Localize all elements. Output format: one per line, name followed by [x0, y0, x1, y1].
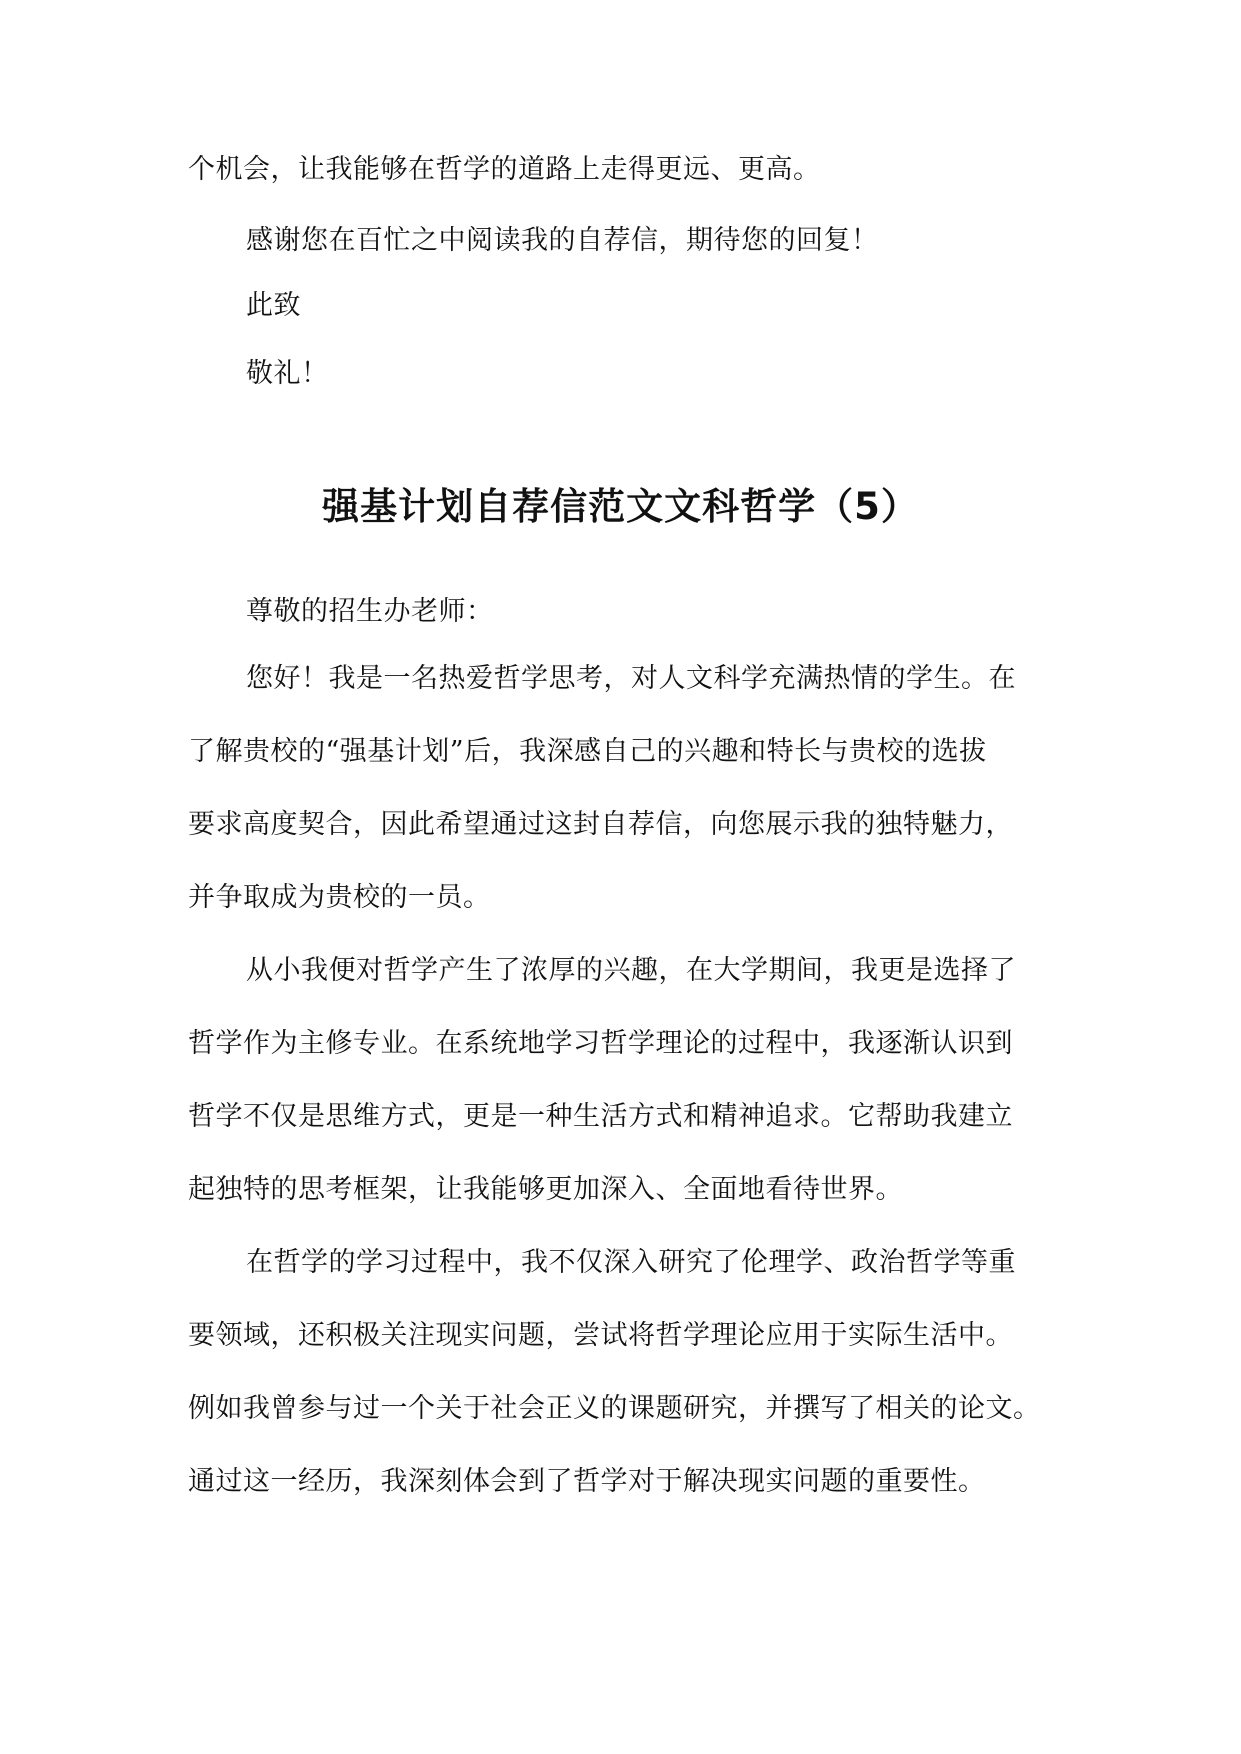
- paragraph-1-line-1: 您好！我是一名热爱哲学思考，对人文科学充满热情的学生。在: [246, 663, 1016, 694]
- paragraph-1-line-2: 了解贵校的“强基计划”后，我深感自己的兴趣和特长与贵校的选拔: [188, 736, 987, 767]
- closing-regards: 敬礼！: [246, 358, 329, 389]
- paragraph-3-line-1: 在哲学的学习过程中，我不仅深入研究了伦理学、政治哲学等重: [246, 1247, 1016, 1278]
- paragraph-2-line-4: 起独特的思考框架，让我能够更加深入、全面地看待世界。: [188, 1174, 903, 1205]
- paragraph-1-line-3: 要求高度契合，因此希望通过这封自荐信，向您展示我的独特魅力，: [188, 809, 1013, 840]
- salutation: 尊敬的招生办老师：: [246, 596, 494, 627]
- paragraph-3-line-3: 例如我曾参与过一个关于社会正义的课题研究，并撰写了相关的论文。: [188, 1393, 1041, 1424]
- paragraph-continuation: 个机会，让我能够在哲学的道路上走得更远、更高。: [188, 154, 821, 185]
- paragraph-2-line-1: 从小我便对哲学产生了浓厚的兴趣，在大学期间，我更是选择了: [246, 955, 1016, 986]
- closing-salutation: 此致: [246, 290, 301, 321]
- thanks-line: 感谢您在百忙之中阅读我的自荐信，期待您的回复！: [246, 225, 879, 256]
- paragraph-3-line-2: 要领域，还积极关注现实问题，尝试将哲学理论应用于实际生活中。: [188, 1320, 1013, 1351]
- paragraph-2-line-2: 哲学作为主修专业。在系统地学习哲学理论的过程中，我逐渐认识到: [188, 1028, 1013, 1059]
- paragraph-3-line-4: 通过这一经历，我深刻体会到了哲学对于解决现实问题的重要性。: [188, 1466, 986, 1497]
- paragraph-1-line-4: 并争取成为贵校的一员。: [188, 882, 491, 913]
- letter-title: 强基计划自荐信范文文科哲学（5）: [322, 485, 919, 528]
- paragraph-2-line-3: 哲学不仅是思维方式，更是一种生活方式和精神追求。它帮助我建立: [188, 1101, 1013, 1132]
